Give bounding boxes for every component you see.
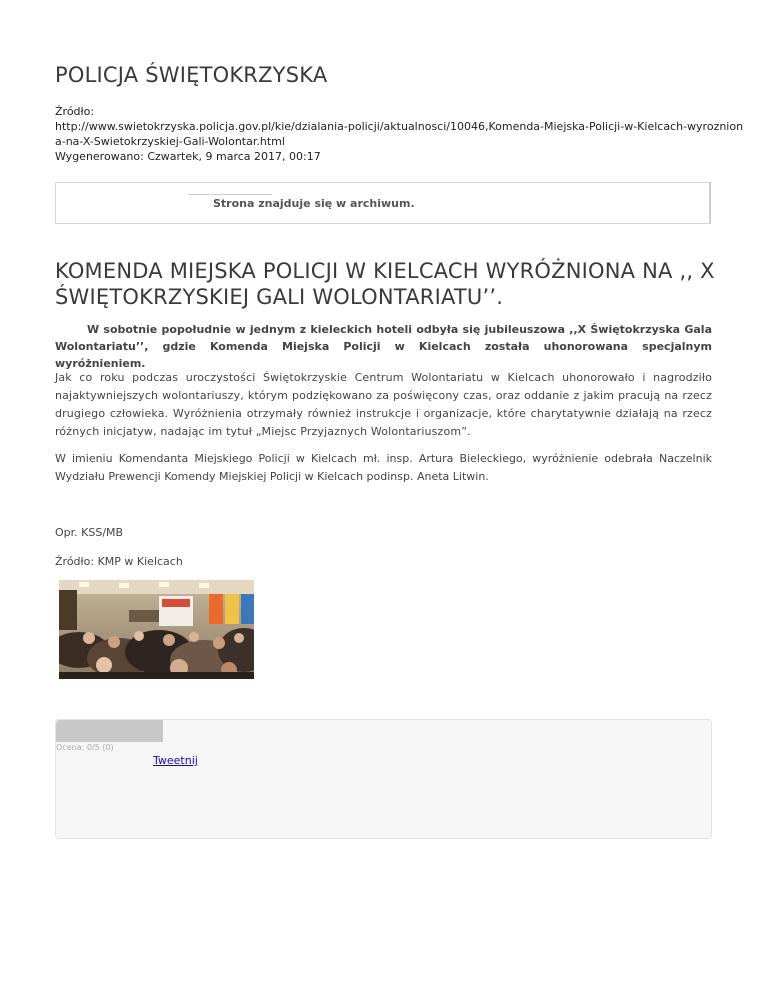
archive-notice: Strona znajduje się w archiwum. [213, 197, 415, 210]
gala-photo-image [59, 580, 254, 679]
article-paragraph-1: Jak co roku podczas uroczystości Świętokrzyskie Centrum Wolontariatu w Kielcach uhonorowało i nagrodziło najaktywniejszych wolontariuszy, którym podziękowano za poświęcony czas, oraz oddanie z jakim pracują na rzecz drugiego człowieka. Wyróżnienia otrzymały również instrukcje i organizacje, które charytatywnie działają na rzecz różnych inicjatyw, nadając im tytuł „Miejsc Przyjaznych Wolontariuszom”. [55, 371, 712, 438]
archive-notice-box [55, 182, 711, 224]
source-url-line1: http://www.swietokrzyska.policja.gov.pl/kie/dzialania-policji/aktualnosci/10046,Komenda-Miejska-Policji-w-Kielcach-wyroznion [55, 120, 744, 133]
article-lead: W sobotnie popołudnie w jednym z kieleckich hoteli odbyła się jubileuszowa ,,X Świętokrzyska Gala Wolontariatu’’, gdzie Komenda Miejska Policji w Kielcach została uhonorowana specjalnym wyróżnieniem. [55, 323, 712, 370]
source-url-line2: a-na-X-Swietokrzyskiej-Gali-Wolontar.html [55, 135, 285, 148]
article-paragraph-2: W imieniu Komendanta Miejskiego Policji w Kielcach mł. insp. Artura Bieleckiego, wyróżnienie odebrała Naczelnik Wydziału Prewencji Komendy Miejskiej Policji w Kielcach podinsp. Aneta Litwin. [55, 452, 712, 483]
site-title: POLICJA ŚWIĘTOKRZYSKA [55, 63, 328, 87]
generated-date: Wygenerowano: Czwartek, 9 marca 2017, 00:17 [55, 150, 321, 163]
rating-stars[interactable] [56, 720, 163, 742]
gala-photo[interactable] [59, 580, 254, 679]
article-author: Opr. KSS/MB [55, 526, 124, 539]
article-headline: KOMENDA MIEJSKA POLICJI W KIELCACH WYRÓŻNIONA NA ,, X ŚWIĘTOKRZYSKIEJ GALI WOLONTARIATU’’. [55, 259, 715, 309]
rating-text: Ocena: 0/5 (0) [56, 743, 114, 752]
archive-divider [188, 194, 272, 195]
source-label: Źródło: [55, 105, 95, 118]
rating-share-panel [55, 719, 712, 839]
source-meta [55, 104, 744, 164]
article-source: Źródło: KMP w Kielcach [55, 555, 183, 568]
tweet-link[interactable]: Tweetnij [153, 754, 198, 767]
